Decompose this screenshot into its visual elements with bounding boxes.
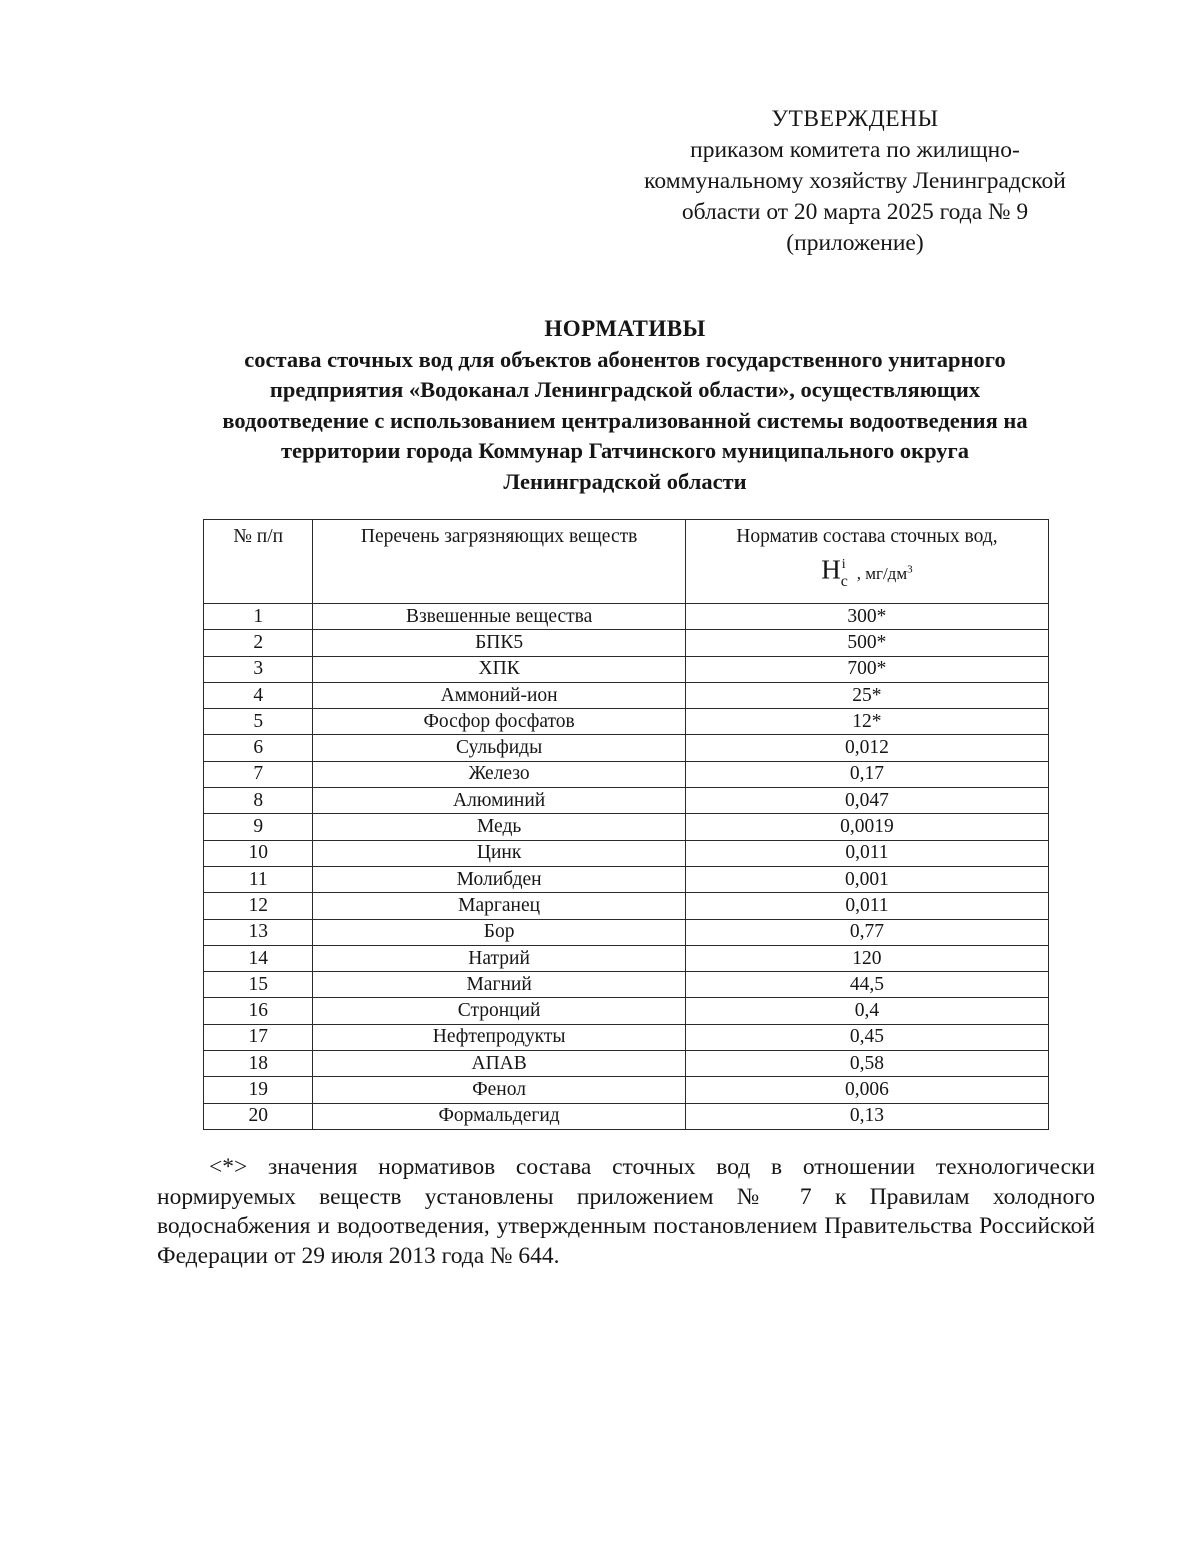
table-row (204, 656, 1049, 682)
header-substance: Перечень загрязняющих веществ (313, 520, 685, 604)
document-title-block (140, 314, 1110, 497)
row-norm-value: 0,011 (685, 893, 1048, 919)
table-row (204, 919, 1049, 945)
row-substance: Фенол (313, 1077, 685, 1103)
row-norm-value: 500* (685, 630, 1048, 656)
document-subtitle-line: Ленинградской области (503, 468, 747, 494)
row-number: 10 (204, 840, 313, 866)
approval-line: приказом комитета по жилищно- (690, 137, 1020, 163)
row-number: 8 (204, 788, 313, 814)
table-row (204, 788, 1049, 814)
row-norm-value: 0,001 (685, 866, 1048, 892)
approval-line: области от 20 марта 2025 года № 9 (681, 199, 1029, 225)
row-number: 4 (204, 682, 313, 708)
row-norm-value: 0,77 (685, 919, 1048, 945)
row-substance: Бор (313, 919, 685, 945)
document-subtitle-line: территории города Коммунар Гатчинского муниципального округа (280, 438, 970, 463)
table-row (204, 1051, 1049, 1077)
row-number: 13 (204, 919, 313, 945)
row-substance: Магний (313, 972, 685, 998)
footnote: <*> значения нормативов состава сточных вод в отношении технологически нормируемых веществ установлены приложением № 7 к Правилам холодного водоснабжения и водоотведения, утвержденным постановлением Правительства Российской Федерации от 29 июля 2013 года № 644. (157, 1154, 1095, 1269)
header-number: № п/п (204, 520, 313, 604)
table-row (204, 840, 1049, 866)
header-norm-label: Норматив состава сточных вод, (736, 526, 998, 547)
row-norm-value: 700* (685, 656, 1048, 682)
row-norm-value: 0,4 (685, 998, 1048, 1024)
row-norm-value: 0,45 (685, 1024, 1048, 1050)
row-norm-value: 25* (685, 682, 1048, 708)
table-row (204, 866, 1049, 892)
row-substance: ХПК (313, 656, 685, 682)
row-number: 5 (204, 709, 313, 735)
row-substance: Формальдегид (313, 1103, 685, 1129)
row-substance: Аммоний-ион (313, 682, 685, 708)
approval-line: коммунальному хозяйству Ленинградской (644, 168, 1066, 194)
row-norm-value: 12* (685, 709, 1048, 735)
row-substance: БПК5 (313, 630, 685, 656)
norms-table-body (204, 604, 1049, 1130)
table-header-row (204, 520, 1049, 604)
formula-superscript: i (841, 557, 846, 572)
row-substance: Медь (313, 814, 685, 840)
row-number: 6 (204, 735, 313, 761)
row-number: 1 (204, 604, 313, 630)
row-number: 18 (204, 1051, 313, 1077)
document-subtitle-line: водоотведение с использованием централизованной системы водоотведения на (222, 407, 1028, 433)
table-row (204, 1024, 1049, 1050)
row-number: 20 (204, 1103, 313, 1129)
table-row (204, 945, 1049, 971)
row-norm-value: 0,011 (685, 840, 1048, 866)
row-substance: Сульфиды (313, 735, 685, 761)
row-substance: Цинк (313, 840, 685, 866)
table-row (204, 972, 1049, 998)
row-substance: Марганец (313, 893, 685, 919)
table-row (204, 709, 1049, 735)
row-substance: Взвешенные вещества (313, 604, 685, 630)
row-substance: Нефтепродукты (313, 1024, 685, 1050)
row-number: 14 (204, 945, 313, 971)
table-row (204, 735, 1049, 761)
row-substance: Стронций (313, 998, 685, 1024)
norm-formula (821, 554, 912, 589)
row-substance: Фосфор фосфатов (313, 709, 685, 735)
row-norm-value: 0,17 (685, 761, 1048, 787)
approved-heading: УТВЕРЖДЕНЫ (771, 106, 939, 132)
table-row (204, 682, 1049, 708)
row-norm-value: 0,012 (685, 735, 1048, 761)
table-row (204, 814, 1049, 840)
approval-line: (приложение) (786, 230, 924, 256)
document-subtitle-line: состава сточных вод для объектов абонентов государственного унитарного (244, 346, 1006, 372)
row-norm-value: 0,58 (685, 1051, 1048, 1077)
approval-block (575, 104, 1135, 259)
table-row (204, 604, 1049, 630)
row-number: 2 (204, 630, 313, 656)
table-row (204, 998, 1049, 1024)
table-row (204, 1103, 1049, 1129)
row-number: 17 (204, 1024, 313, 1050)
row-number: 9 (204, 814, 313, 840)
row-norm-value: 0,006 (685, 1077, 1048, 1103)
row-substance: Железо (313, 761, 685, 787)
unit-power: 3 (907, 563, 913, 575)
row-norm-value: 0,047 (685, 788, 1048, 814)
row-norm-value: 120 (685, 945, 1048, 971)
document-subtitle-line: предприятия «Водоканал Ленинградской области», осуществляющих (269, 377, 981, 402)
header-norm (685, 520, 1048, 604)
row-number: 3 (204, 656, 313, 682)
norms-table (203, 519, 1049, 1130)
table-row (204, 1077, 1049, 1103)
row-number: 15 (204, 972, 313, 998)
row-substance: АПАВ (313, 1051, 685, 1077)
formula-subscript: с (840, 573, 848, 590)
formula-symbol: Н (821, 554, 841, 585)
row-substance: Алюминий (313, 788, 685, 814)
row-substance: Натрий (313, 945, 685, 971)
row-norm-value: 0,13 (685, 1103, 1048, 1129)
row-norm-value: 0,0019 (685, 814, 1048, 840)
row-norm-value: 300* (685, 604, 1048, 630)
row-norm-value: 44,5 (685, 972, 1048, 998)
table-row (204, 893, 1049, 919)
row-number: 7 (204, 761, 313, 787)
row-number: 19 (204, 1077, 313, 1103)
formula-unit: , $мг/дм^3$ (856, 563, 913, 583)
row-number: 11 (204, 866, 313, 892)
row-substance: Молибден (313, 866, 685, 892)
table-row (204, 761, 1049, 787)
table-row (204, 630, 1049, 656)
document-title: НОРМАТИВЫ (544, 316, 706, 341)
row-number: 12 (204, 893, 313, 919)
row-number: 16 (204, 998, 313, 1024)
